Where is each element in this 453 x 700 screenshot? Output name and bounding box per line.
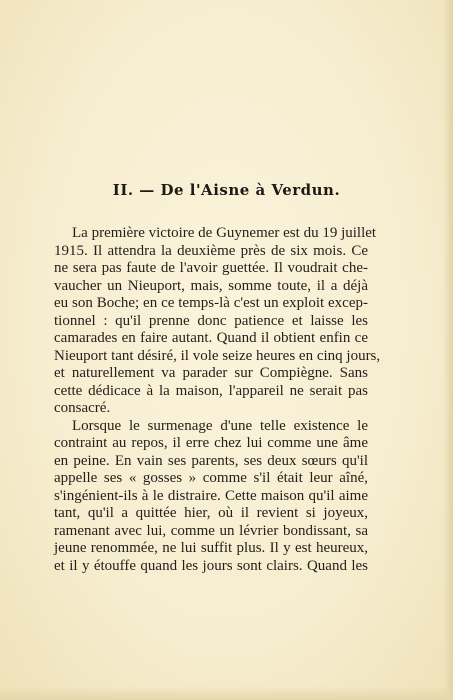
text-line: s'ingénient-ils à le distraire. Cette maison qu'il aime	[54, 487, 368, 504]
text-line: appelle ses « gosses » comme s'il était leur aîné,	[54, 470, 368, 486]
text-line: 1915. Il attendra la deuxième près de six mois. Ce	[54, 242, 368, 259]
page-edge-shadow-right	[443, 0, 453, 700]
text-line: Nieuport tant désiré, il vole seize heures en cinq jours,	[54, 347, 381, 364]
text-line: vaucher un Nieuport, mais, somme toute, il a déjà	[54, 277, 368, 294]
text-line: camarades en faire autant. Quand il obtient enfin ce	[54, 330, 368, 346]
text-line: ramenant avec lui, comme un lévrier bondissant, sa	[54, 522, 368, 539]
text-line: eu son Boche; en ce temps-là c'est un exploit excep-	[54, 295, 368, 311]
text-line: Lorsque le surmenage d'une telle existence le	[72, 417, 368, 434]
text-line: contraint au repos, il erre chez lui comme une âme	[54, 435, 368, 451]
text-line: ne sera pas faute de l'avoir guettée. Il voudrait che-	[54, 260, 368, 276]
text-line: et il y étouffe quand les jours sont clairs. Quand les	[54, 557, 368, 574]
text-line: tionnel : qu'il prenne donc patience et laisse les	[54, 312, 368, 329]
text-line: La première victoire de Guynemer est du 19 juillet	[72, 225, 377, 241]
text-line: cette dédicace à la maison, l'appareil ne serait pas	[54, 382, 368, 399]
text-line: jeune renommée, ne lui suffit plus. Il y est heureux,	[54, 540, 368, 556]
text-line: en peine. En vain ses parents, ses deux sœurs qu'il	[54, 452, 368, 469]
text-line: et naturellement va parader sur Compiègne. Sans	[54, 365, 368, 381]
paragraph-1	[54, 225, 381, 418]
chapter-body	[54, 225, 381, 575]
paragraph-2	[54, 418, 368, 576]
page-edge-shadow-bottom	[0, 686, 453, 700]
chapter-heading: II. — De l'Aisne à Verdun.	[112, 181, 341, 199]
text-line: consacré.	[54, 400, 111, 416]
text-line: tant, qu'il a quittée hier, où il revient si joyeux,	[54, 505, 368, 521]
